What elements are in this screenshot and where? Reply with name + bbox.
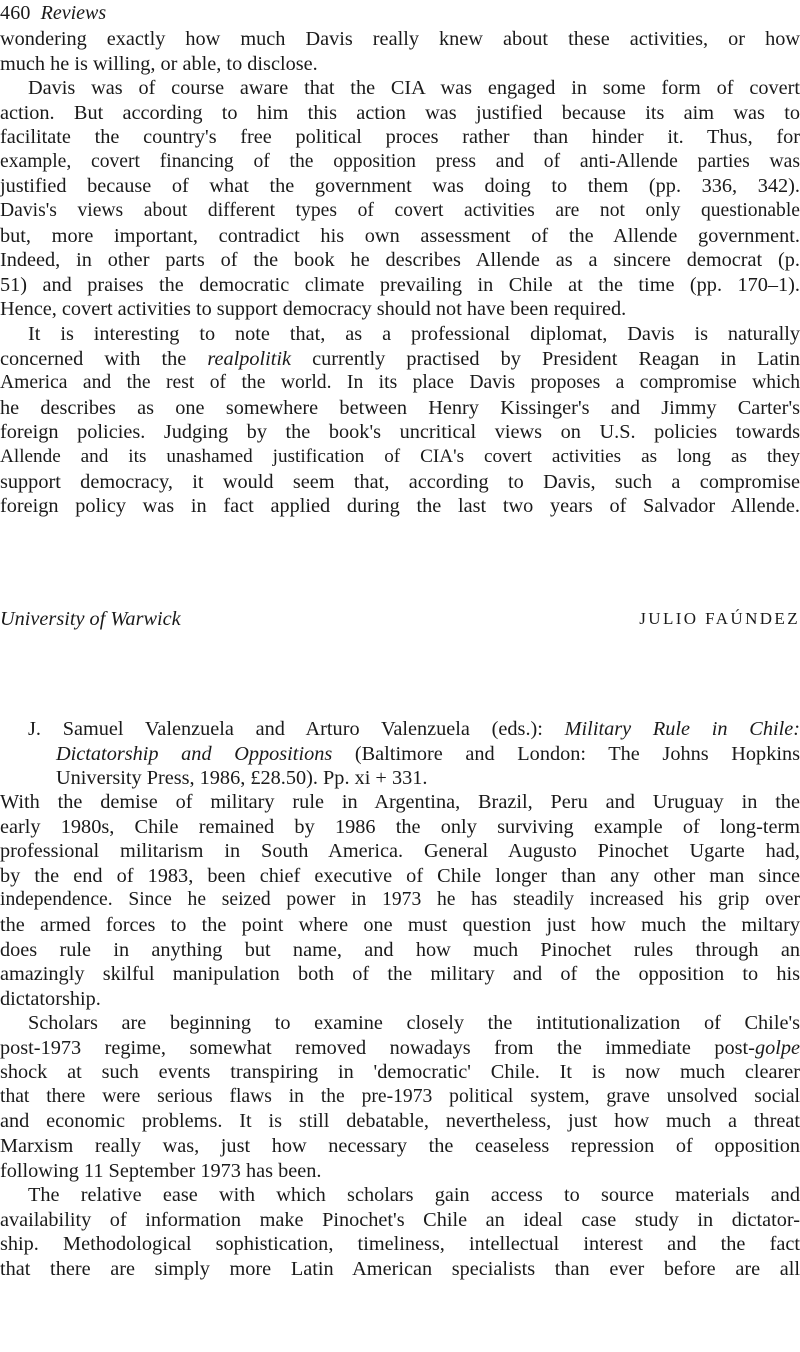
text-line: by the end of 1983, been chief executive of Chile longer than any other man since [0,864,800,887]
text-line: foreign policies. Judging by the book's uncritical views on U.S. policies towards [0,421,800,444]
citation-line: University Press, 1986, £28.50). Pp. xi + 331. [56,767,428,790]
text-line: availability of information make Pinochet's Chile an ideal case study in dictator- [0,1208,800,1231]
review1-para3 [0,322,800,519]
text-line: dictatorship. [0,987,101,1010]
review1-para2 [0,76,800,322]
text-line: professional militarism in South America. General Augusto Pinochet Ugarte had, [0,840,800,863]
text-line: justified because of what the government was doing to them (pp. 336, 342). [0,175,800,198]
text-line: action. But according to him this action was justified because its aim was to [0,101,800,124]
text-line: America and the rest of the world. In its place Davis proposes a compromise which [0,372,800,394]
text-line: early 1980s, Chile remained by 1986 the only surviving example of long-term [0,815,800,838]
text-run: currently practised by President Reagan in Latin [291,347,800,370]
text-run: concerned with the [0,347,208,370]
text-line [0,1036,800,1061]
review1-para1 [0,27,800,76]
text-line: Indeed, in other parts of the book he describes Allende as a sincere democrat (p. [0,249,800,272]
citation-line [0,717,800,742]
text-line: the armed forces to the point where one must question just how much the miltary [0,913,800,936]
text-line: Scholars are beginning to examine closely the intitutionalization of Chile's [28,1012,800,1034]
section-title: Reviews [40,2,107,24]
text-line: Allende and its unashamed justification of CIA's covert activities as long as they [0,445,800,467]
text-line: Marxism really was, just how necessary the ceaseless repression of opposition [0,1134,800,1157]
text-line: wondering exactly how much Davis really knew about these activities, or how [0,28,800,50]
text-line: example, covert financing of the opposition press and of anti-Allende parties was [0,150,800,172]
text-line: foreign policy was in fact applied during the last two years of Salvador Allende. [0,495,800,518]
text-line: 51) and praises the democratic climate prevailing in Chile at the time (pp. 170–1). [0,273,800,296]
text-line: following 11 September 1973 has been. [0,1159,322,1182]
text-line: that there were serious flaws in the pre-1973 political system, grave unsolved social [0,1085,800,1107]
review2-para3 [0,1183,800,1281]
text-line: With the demise of military rule in Argentina, Brazil, Peru and Uruguay in the [0,791,800,813]
italic-term: golpe [754,1036,800,1059]
text-line: but, more important, contradict his own assessment of the Allende government. [0,224,800,247]
text-line: does rule in anything but name, and how much Pinochet rules through an [0,938,800,961]
running-head [0,1,106,25]
text-line: that there are simply more Latin American specialists than ever before are all [0,1257,800,1280]
text-line: The relative ease with which scholars gain access to source materials and [28,1184,800,1206]
text-run: post-1973 regime, somewhat removed nowadays from the immediate post- [0,1036,755,1059]
text-line [0,347,800,372]
review2-para2 [0,1011,800,1183]
text-line: Davis was of course aware that the CIA was engaged in some form of covert [28,77,800,99]
text-line: shock at such events transpiring in 'democratic' Chile. It is now much clearer [0,1061,800,1084]
text-line: and economic problems. It is still debatable, nevertheless, just how much a threat [0,1110,800,1133]
text-line: ship. Methodological sophistication, timeliness, intellectual interest and the fact [0,1233,800,1256]
book-subtitle: Dictatorship and Oppositions [56,742,333,765]
text-line: support democracy, it would seem that, according to Davis, such a compromise [0,470,800,493]
text-line: It is interesting to note that, as a professional diplomat, Davis is naturally [28,323,800,345]
citation-line [0,742,800,767]
text-line: much he is willing, or able, to disclose. [0,52,318,75]
citation-publisher: (Baltimore and London: The Johns Hopkins [332,742,800,765]
text-line: independence. Since he seized power in 1973 he has steadily increased his grip over [0,889,800,911]
text-line: Hence, covert activities to support democracy should not have been required. [0,298,627,321]
book-title: Military Rule in Chile: [564,718,800,740]
reviewer-affiliation: University of Warwick [0,608,181,630]
review1-signature [0,606,800,632]
reviewer-name: JULIO FAÚNDEZ [639,609,800,628]
review2-citation [0,717,800,791]
text-line: he describes as one somewhere between Henry Kissinger's and Jimmy Carter's [0,396,800,419]
text-line: Davis's views about different types of covert activities are not only questionable [0,199,800,221]
italic-term: realpolitik [207,347,292,370]
text-line: facilitate the country's free political proces rather than hinder it. Thus, for [0,126,800,149]
page-number: 460 [0,2,31,24]
review2-para1 [0,790,800,1011]
citation-authors: J. Samuel Valenzuela and Arturo Valenzuela (eds.): [28,718,565,740]
text-line: amazingly skilful manipulation both of the military and of the opposition to his [0,963,800,986]
